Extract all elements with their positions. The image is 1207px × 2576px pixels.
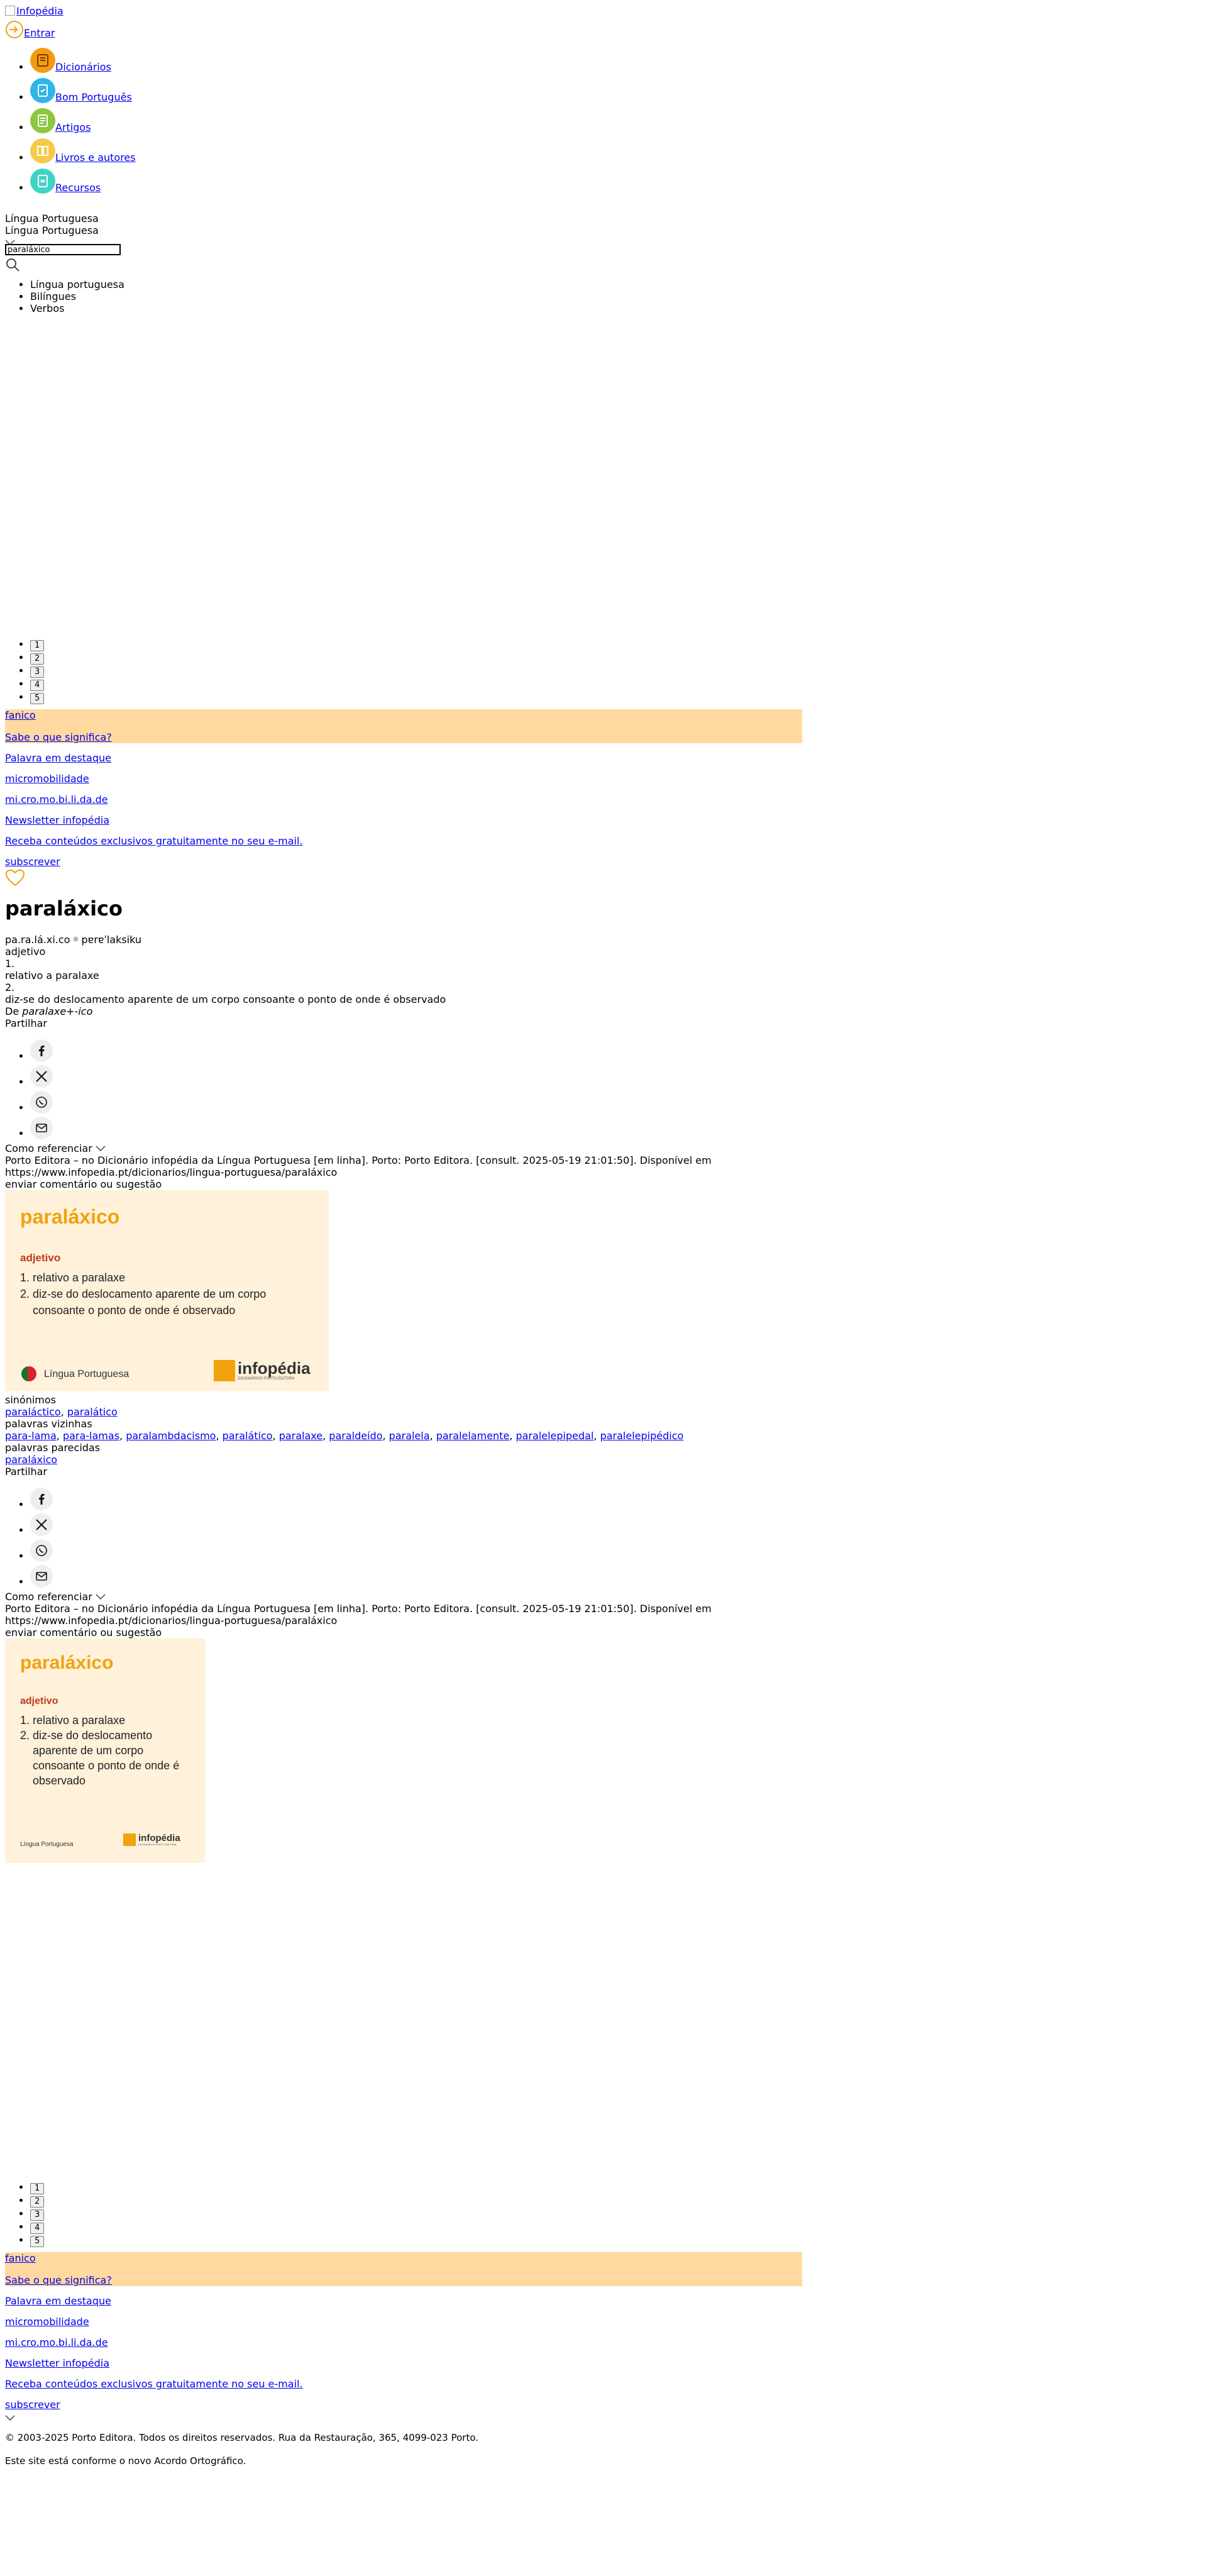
tab-verbos[interactable]: • Verbos bbox=[30, 302, 1202, 314]
word-of-day-banner bbox=[5, 709, 802, 743]
featured-label-link[interactable]: Palavra em destaque bbox=[5, 2295, 111, 2307]
nav-item-dicionarios bbox=[30, 48, 1202, 78]
email-icon[interactable] bbox=[30, 1117, 53, 1139]
chevron-down-icon[interactable] bbox=[5, 2412, 1202, 2421]
carousel-page-item bbox=[30, 691, 1202, 704]
carousel-page-item bbox=[30, 678, 1202, 691]
card-sense: 1. relativo a paralaxe bbox=[33, 1713, 193, 1728]
page bbox=[5, 5, 1202, 2472]
similar-link[interactable]: paraláxico bbox=[5, 1454, 58, 1466]
word-card-small bbox=[5, 1639, 205, 1863]
featured-label-link[interactable]: Palavra em destaque bbox=[5, 752, 111, 764]
carousel-page-button[interactable]: 2 bbox=[30, 2196, 44, 2208]
ad-space-bottom bbox=[5, 1863, 1202, 2181]
share-list bbox=[5, 1039, 1202, 1139]
comment-link[interactable]: enviar comentário ou sugestão bbox=[5, 1627, 162, 1639]
carousel-page-button[interactable]: 4 bbox=[30, 2223, 44, 2234]
citation-text: Porto Editora – no Dicionário infopédia da Língua Portuguesa [em linha]. Porto: Porto Editora. [consult. 2025-05-19 21:01:50]. Disponível em bbox=[5, 1603, 712, 1615]
infopedia-logo-icon bbox=[123, 1833, 136, 1846]
entry-syllables: pa.ra.lá.xi.co bbox=[5, 934, 70, 946]
email-icon[interactable] bbox=[30, 1565, 53, 1588]
comment-link[interactable]: enviar comentário ou sugestão bbox=[5, 1178, 162, 1190]
sense-number: 2. bbox=[5, 981, 15, 993]
carousel-page-item bbox=[30, 2194, 1202, 2208]
logo-link[interactable] bbox=[5, 5, 63, 17]
card-sense: 1. relativo a paralaxe bbox=[33, 1269, 316, 1286]
related-words bbox=[5, 1394, 1202, 1466]
search-tabs bbox=[5, 279, 1202, 314]
entry-pronunciation-line bbox=[5, 934, 1202, 946]
dictionary-icon bbox=[30, 48, 55, 73]
share-item-facebook bbox=[30, 1039, 1202, 1062]
share-label: Partilhar bbox=[5, 1466, 47, 1478]
portugal-flag-icon bbox=[21, 1366, 36, 1381]
x-icon[interactable] bbox=[30, 1513, 53, 1536]
carousel-top bbox=[5, 638, 1202, 868]
search-input[interactable] bbox=[5, 244, 121, 255]
search-icon[interactable] bbox=[5, 257, 1202, 272]
article-icon bbox=[30, 108, 55, 133]
entry-ipa: pɐrɐˈlaksiku bbox=[81, 934, 142, 946]
newsletter-desc-link[interactable]: Receba conteúdos exclusivos gratuitamente no seu e-mail. bbox=[5, 2378, 303, 2390]
synonym-link[interactable]: paralático bbox=[67, 1406, 118, 1418]
carousel-page-item bbox=[30, 651, 1202, 665]
chevron-down-icon bbox=[96, 1591, 106, 1603]
card-logo-text: infopédia bbox=[238, 1359, 311, 1378]
carousel-page-button[interactable]: 5 bbox=[30, 2236, 44, 2247]
share-item-x bbox=[30, 1513, 1202, 1536]
neighbor-link[interactable]: para-lama bbox=[5, 1430, 57, 1442]
login-arrow-icon[interactable] bbox=[5, 20, 24, 39]
featured-syllables-link[interactable]: mi.cro.mo.bi.li.da.de bbox=[5, 2336, 108, 2348]
synonyms-list: paraláctico, paralático bbox=[5, 1406, 118, 1418]
carousel-page-button[interactable]: 3 bbox=[30, 2209, 44, 2221]
nav-item-bom-portugues bbox=[30, 78, 1202, 108]
share-list bbox=[5, 1488, 1202, 1588]
word-card-large bbox=[5, 1190, 329, 1391]
featured-word-link[interactable]: micromobilidade bbox=[5, 2316, 89, 2328]
how-to-cite-toggle[interactable] bbox=[5, 1591, 1202, 1603]
featured-syllables-link[interactable]: mi.cro.mo.bi.li.da.de bbox=[5, 793, 108, 805]
nav-item-livros-e-autores bbox=[30, 138, 1202, 169]
nav-link-artigos[interactable]: Artigos bbox=[55, 121, 91, 133]
card-pos: adjetivo bbox=[20, 1696, 58, 1706]
carousel-page-button[interactable]: 2 bbox=[30, 653, 44, 665]
resources-icon bbox=[30, 169, 55, 194]
featured-word-link[interactable]: micromobilidade bbox=[5, 773, 89, 785]
nav-item-recursos bbox=[30, 169, 1202, 199]
entry-etymology bbox=[5, 1005, 1202, 1017]
word-of-day-banner bbox=[5, 2252, 802, 2286]
sense-text: relativo a paralaxe bbox=[5, 970, 99, 981]
card-word: paraláxico bbox=[20, 1652, 114, 1673]
tab-lingua-portuguesa[interactable]: • Língua portuguesa bbox=[30, 279, 1202, 290]
sense-text: diz-se do deslocamento aparente de um corpo consoante o ponto de onde é observado bbox=[5, 993, 446, 1005]
synonym-link[interactable]: paraláctico bbox=[5, 1406, 61, 1418]
card-logo-text: infopédia bbox=[138, 1833, 180, 1844]
neighbor-link[interactable]: paraldeído bbox=[329, 1430, 383, 1442]
dictionary-select[interactable]: Língua Portuguesa bbox=[5, 213, 99, 224]
nav-item-artigos bbox=[30, 108, 1202, 138]
neighbor-link[interactable]: paralelepipedal bbox=[515, 1430, 594, 1442]
card-logo bbox=[214, 1360, 311, 1381]
similar-list bbox=[5, 1454, 1202, 1466]
whatsapp-icon[interactable] bbox=[30, 1539, 53, 1562]
ad-space bbox=[5, 314, 1202, 638]
book-check-icon bbox=[30, 78, 55, 103]
sense-number: 1. bbox=[5, 958, 15, 970]
carousel-page-button[interactable]: 3 bbox=[30, 666, 44, 678]
card-logo-subtext: DICIONÁRIOS PORTO EDITORA bbox=[238, 1377, 295, 1381]
dictionary-entry bbox=[5, 869, 1202, 1863]
subscribe-link[interactable]: subscrever bbox=[5, 2399, 60, 2411]
logo-alt-text: Infopédia bbox=[16, 5, 63, 17]
neighbors-list: para-lama, para-lamas, paralambdacismo, paralático, paralaxe, paraldeído, paralela, paralelamente, paralelepipedal, paralelepipédico bbox=[5, 1430, 684, 1442]
main-nav bbox=[5, 48, 1202, 199]
facebook-icon[interactable] bbox=[30, 1039, 53, 1062]
chevron-down-icon[interactable] bbox=[5, 236, 1202, 244]
chevron-down-icon bbox=[96, 1142, 106, 1154]
how-to-cite-label: Como referenciar bbox=[5, 1591, 92, 1603]
nav-link-bom-portugues[interactable]: Bom Português bbox=[55, 91, 132, 103]
footer bbox=[5, 2412, 1202, 2467]
neighbor-link[interactable]: paralelepipédico bbox=[600, 1430, 684, 1442]
login-link[interactable]: Entrar bbox=[24, 27, 55, 39]
how-to-cite-label: Como referenciar bbox=[5, 1142, 92, 1154]
carousel-page-button[interactable]: 1 bbox=[30, 640, 44, 651]
card-sense: 2. diz-se do deslocamento aparente de um corpo consoante o ponto de onde é observado bbox=[33, 1728, 193, 1788]
carousel-page-item bbox=[30, 2221, 1202, 2234]
neighbors-label: palavras vizinhas bbox=[5, 1418, 92, 1430]
footer-agreement: Este site está conforme o novo Acordo Ortográfico. bbox=[5, 2455, 246, 2467]
carousel-page-button[interactable]: 1 bbox=[30, 2183, 44, 2194]
know-meaning-link[interactable]: Sabe o que significa? bbox=[5, 2274, 112, 2286]
infopedia-logo-icon bbox=[214, 1360, 235, 1381]
share-item-email bbox=[30, 1565, 1202, 1588]
whatsapp-icon[interactable] bbox=[30, 1091, 53, 1114]
etymology-prefix: De bbox=[5, 1005, 23, 1017]
header bbox=[5, 5, 1202, 39]
neighbor-link[interactable]: paralático bbox=[222, 1430, 273, 1442]
card-dictionary: Língua Portuguesa bbox=[20, 1841, 74, 1848]
neighbor-link[interactable]: paralelamente bbox=[436, 1430, 510, 1442]
highlight-word-link[interactable]: fanico bbox=[5, 2252, 36, 2264]
card-senses bbox=[20, 1269, 316, 1318]
carousel-page-button[interactable]: 5 bbox=[30, 693, 44, 704]
know-meaning-link[interactable]: Sabe o que significa? bbox=[5, 731, 112, 743]
newsletter-title-link[interactable]: Newsletter infopédia bbox=[5, 814, 109, 826]
card-senses bbox=[20, 1713, 193, 1788]
carousel-page-item bbox=[30, 665, 1202, 678]
x-icon[interactable] bbox=[30, 1065, 53, 1088]
citation-text: Porto Editora – no Dicionário infopédia da Língua Portuguesa [em linha]. Porto: Porto Editora. [consult. 2025-05-19 21:01:50]. Disponível em bbox=[5, 1154, 712, 1166]
neighbor-link[interactable]: paralambdacismo bbox=[126, 1430, 216, 1442]
tab-bilingues[interactable]: • Bilíngues bbox=[30, 290, 1202, 302]
nav-link-livros-e-autores[interactable]: Livros e autores bbox=[55, 152, 136, 163]
entry-pos: adjetivo bbox=[5, 946, 46, 958]
neighbor-link[interactable]: paralaxe bbox=[278, 1430, 323, 1442]
logo-broken-image-icon bbox=[5, 6, 15, 16]
footer-copyright: © 2003-2025 Porto Editora. Todos os direitos reservados. Rua da Restauração, 365, 4099-023 Porto. bbox=[5, 2432, 479, 2443]
synonyms-label: sinónimos bbox=[5, 1394, 57, 1406]
nav-link-recursos[interactable]: Recursos bbox=[55, 182, 101, 194]
carousel-page-button[interactable]: 4 bbox=[30, 680, 44, 691]
card-pos: adjetivo bbox=[20, 1252, 61, 1264]
carousel-page-item bbox=[30, 2181, 1202, 2194]
dictionary-select-label: Língua Portuguesa bbox=[5, 224, 99, 236]
share-item-email bbox=[30, 1117, 1202, 1139]
carousel-pagination bbox=[5, 638, 1202, 704]
share-item-facebook bbox=[30, 1488, 1202, 1510]
search-area bbox=[5, 213, 1202, 314]
carousel-pagination bbox=[5, 2181, 1202, 2247]
highlight-word-link[interactable]: fanico bbox=[5, 709, 36, 721]
card-dictionary: Língua Portuguesa bbox=[44, 1369, 130, 1379]
card-word: paraláxico bbox=[20, 1205, 120, 1228]
card-sense: 2. diz-se do deslocamento aparente de um corpo consoante o ponto de onde é observado bbox=[33, 1286, 316, 1318]
similar-label: palavras parecidas bbox=[5, 1442, 101, 1454]
heart-icon[interactable] bbox=[5, 869, 1202, 887]
carousel-bottom bbox=[5, 2181, 1202, 2411]
carousel-page-item bbox=[30, 2208, 1202, 2221]
share-label: Partilhar bbox=[5, 1017, 47, 1029]
newsletter-desc-link[interactable]: Receba conteúdos exclusivos gratuitamente no seu e-mail. bbox=[5, 835, 303, 847]
citation-url: https://www.infopedia.pt/dicionarios/lingua-portuguesa/paraláxico bbox=[5, 1166, 338, 1178]
how-to-cite-toggle[interactable] bbox=[5, 1142, 1202, 1154]
etymology-suffix: +-ico bbox=[66, 1005, 93, 1017]
entry-headword: paraláxico bbox=[5, 897, 123, 920]
share-item-whatsapp bbox=[30, 1091, 1202, 1114]
nav-link-dicionarios[interactable]: Dicionários bbox=[55, 61, 111, 73]
subscribe-link[interactable]: subscrever bbox=[5, 856, 60, 868]
neighbor-link[interactable]: paralela bbox=[389, 1430, 430, 1442]
share-item-whatsapp bbox=[30, 1539, 1202, 1562]
neighbor-link[interactable]: para-lamas bbox=[62, 1430, 120, 1442]
card-logo bbox=[123, 1833, 180, 1846]
card-logo-subtext: DICIONÁRIOS PORTO EDITORA bbox=[138, 1843, 177, 1846]
share-item-x bbox=[30, 1065, 1202, 1088]
newsletter-title-link[interactable]: Newsletter infopédia bbox=[5, 2357, 109, 2369]
carousel-page-item bbox=[30, 2234, 1202, 2247]
facebook-icon[interactable] bbox=[30, 1488, 53, 1510]
audio-icon[interactable]: ◎ bbox=[73, 936, 79, 943]
carousel-page-item bbox=[30, 638, 1202, 651]
etymology-root: paralaxe bbox=[22, 1005, 67, 1017]
books-icon bbox=[30, 138, 55, 163]
citation-url: https://www.infopedia.pt/dicionarios/lingua-portuguesa/paraláxico bbox=[5, 1615, 338, 1627]
